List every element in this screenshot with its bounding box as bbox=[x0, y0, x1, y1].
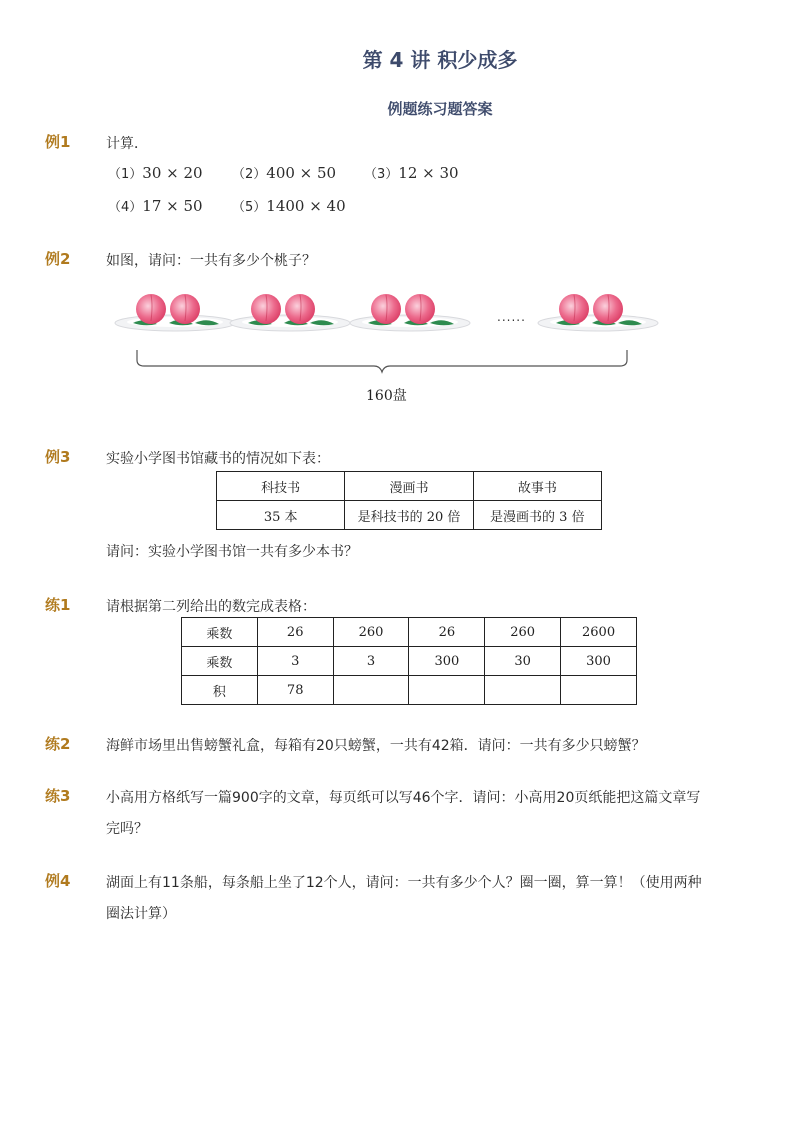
table-cell: 300 bbox=[561, 647, 637, 676]
table-cell: 乘数 bbox=[182, 618, 258, 647]
plate-3 bbox=[350, 294, 470, 331]
ellipsis: ...... bbox=[497, 310, 526, 324]
ex4-label: 例4 bbox=[45, 872, 71, 890]
brace bbox=[130, 346, 635, 376]
pr2-text: 海鲜市场里出售螃蟹礼盒，每箱有20只螃蟹，一共有42箱．请问：一共有多少只螃蟹？ bbox=[106, 738, 646, 754]
table-cell: 3 bbox=[257, 647, 333, 676]
pr3-label: 练3 bbox=[45, 787, 71, 805]
page-subtitle: 例题练习题答案 bbox=[387, 100, 493, 118]
table-cell: 26 bbox=[409, 618, 485, 647]
pr3-line2: 完吗？ bbox=[106, 821, 148, 837]
ex1-label: 例1 bbox=[45, 133, 71, 151]
ex4-line2: 圈法计算） bbox=[106, 906, 176, 922]
table-cell: 260 bbox=[485, 618, 561, 647]
table-cell bbox=[333, 676, 409, 705]
table-header: 科技书 bbox=[217, 472, 345, 501]
ex1-item-1: （1）30 × 20 bbox=[108, 164, 203, 182]
table-cell: 26 bbox=[257, 618, 333, 647]
plate-2 bbox=[230, 294, 350, 331]
table-cell: 积 bbox=[182, 676, 258, 705]
ex4-line1: 湖面上有11条船，每条船上坐了12个人，请问：一共有多少个人？圈一圈，算一算！（使用两种 bbox=[106, 875, 702, 891]
table-cell: 35 本 bbox=[217, 501, 345, 530]
page-title: 第 4 讲 积少成多 bbox=[362, 48, 518, 72]
pr3-line1: 小高用方格纸写一篇900字的文章，每页纸可以写46个字．请问：小高用20页纸能把这篇文章写 bbox=[106, 790, 701, 806]
table-cell: 260 bbox=[333, 618, 409, 647]
table-header: 故事书 bbox=[473, 472, 601, 501]
table-cell bbox=[409, 676, 485, 705]
brace-label: 160盘 bbox=[366, 388, 407, 404]
multiplication-table bbox=[181, 617, 637, 705]
pr2-label: 练2 bbox=[45, 735, 71, 753]
ex3-label: 例3 bbox=[45, 448, 71, 466]
ex1-item-4: （4）17 × 50 bbox=[108, 197, 203, 215]
plate-1 bbox=[115, 294, 235, 331]
ex2-label: 例2 bbox=[45, 250, 71, 268]
table-cell bbox=[561, 676, 637, 705]
table-cell: 3 bbox=[333, 647, 409, 676]
pr1-prompt: 请根据第二列给出的数完成表格： bbox=[106, 599, 316, 615]
table-cell: 是漫画书的 3 倍 bbox=[473, 501, 601, 530]
ex1-item-3: （3）12 × 30 bbox=[364, 164, 459, 182]
ex3-prompt: 实验小学图书馆藏书的情况如下表： bbox=[106, 451, 330, 467]
table-cell: 30 bbox=[485, 647, 561, 676]
plate-4 bbox=[538, 294, 658, 331]
table-cell: 300 bbox=[409, 647, 485, 676]
table-cell: 是科技书的 20 倍 bbox=[345, 501, 473, 530]
ex1-prompt: 计算． bbox=[106, 136, 148, 152]
pr1-label: 练1 bbox=[45, 596, 71, 614]
ex1-item-5: （5）1400 × 40 bbox=[232, 197, 346, 215]
ex3-question: 请问：实验小学图书馆一共有多少本书？ bbox=[106, 544, 358, 560]
library-table bbox=[216, 471, 602, 530]
table-cell: 乘数 bbox=[182, 647, 258, 676]
ex1-item-2: （2）400 × 50 bbox=[232, 164, 337, 182]
table-cell bbox=[485, 676, 561, 705]
peach-plates-illustration bbox=[110, 285, 670, 345]
table-header: 漫画书 bbox=[345, 472, 473, 501]
table-cell: 78 bbox=[257, 676, 333, 705]
table-cell: 2600 bbox=[561, 618, 637, 647]
ex2-prompt: 如图，请问：一共有多少个桃子？ bbox=[106, 253, 316, 269]
